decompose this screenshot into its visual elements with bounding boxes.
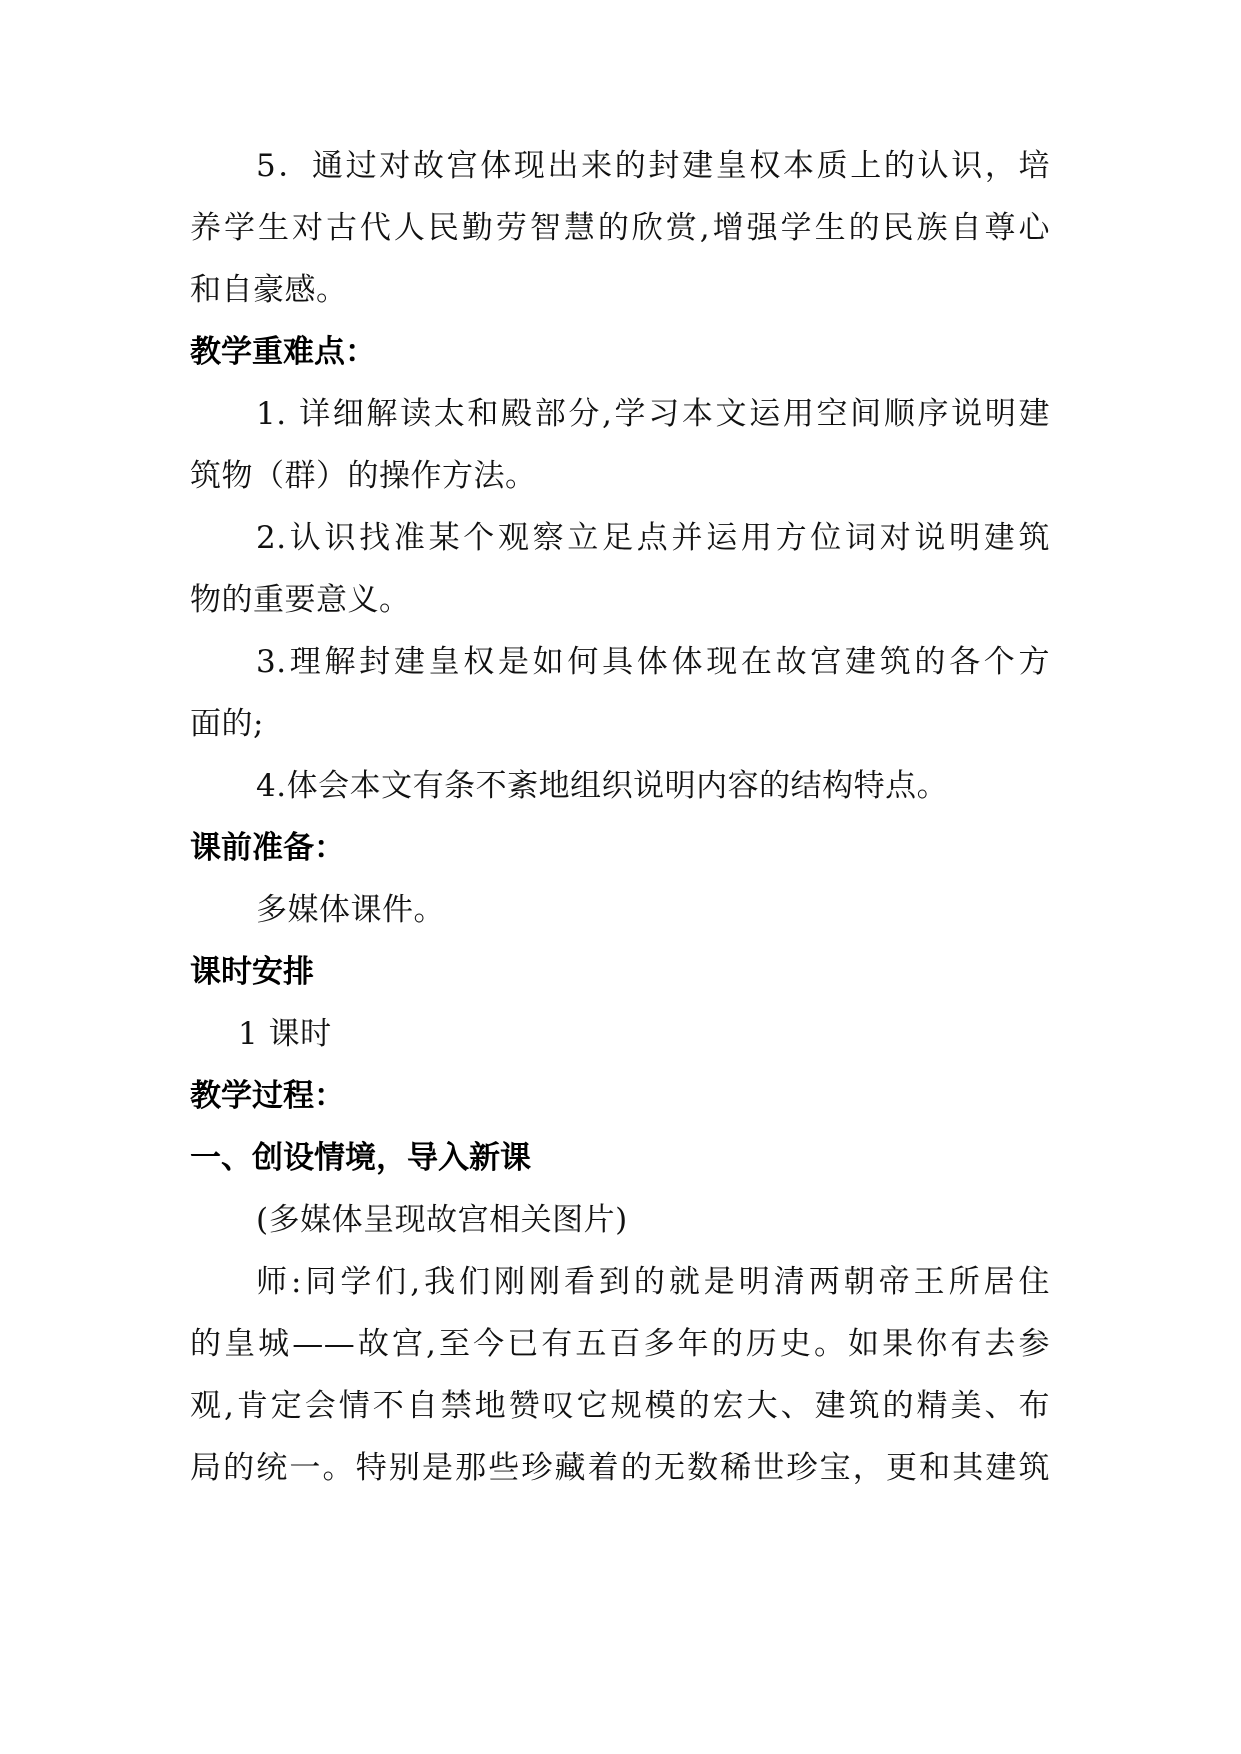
section-1-paragraph-line-4: 局的统一。特别是那些珍藏着的无数稀世珍宝，更和其建筑 — [190, 1450, 1050, 1486]
schedule-text: 1 课时 — [238, 1016, 332, 1052]
key-point-3-line-1: 3.理解封建皇权是如何具体体现在故宫建筑的各个方 — [256, 644, 1050, 680]
key-point-1-line-1: 1. 详细解读太和殿部分,学习本文运用空间顺序说明建 — [256, 396, 1050, 432]
section-1-paragraph-line-1: 师:同学们,我们刚刚看到的就是明清两朝帝王所居住 — [256, 1264, 1050, 1300]
process-heading: 教学过程： — [190, 1078, 345, 1114]
section-1-note: (多媒体呈现故宫相关图片) — [256, 1202, 628, 1238]
preparation-heading: 课前准备： — [190, 830, 345, 866]
key-point-3-line-2: 面的; — [190, 706, 264, 742]
objective-5-line-3: 和自豪感。 — [190, 272, 348, 308]
key-point-1-line-2: 筑物（群）的操作方法。 — [190, 458, 537, 494]
schedule-heading: 课时安排 — [190, 954, 314, 990]
section-1-heading: 一、创设情境，导入新课 — [190, 1140, 531, 1176]
section-1-paragraph-line-2: 的皇城——故宫,至今已有五百多年的历史。如果你有去参 — [190, 1326, 1050, 1362]
key-point-2-line-1: 2.认识找准某个观察立足点并运用方位词对说明建筑 — [256, 520, 1050, 556]
key-point-2-line-2: 物的重要意义。 — [190, 582, 411, 618]
objective-5-line-1: 5．通过对故宫体现出来的封建皇权本质上的认识，培 — [256, 148, 1050, 184]
key-points-heading: 教学重难点： — [190, 334, 376, 370]
preparation-text: 多媒体课件。 — [256, 892, 445, 928]
section-1-paragraph-line-3: 观,肯定会情不自禁地赞叹它规模的宏大、建筑的精美、布 — [190, 1388, 1050, 1424]
objective-5-line-2: 养学生对古代人民勤劳智慧的欣赏,增强学生的民族自尊心 — [190, 210, 1050, 246]
key-point-4-line-1: 4.体会本文有条不紊地组织说明内容的结构特点。 — [256, 768, 949, 804]
